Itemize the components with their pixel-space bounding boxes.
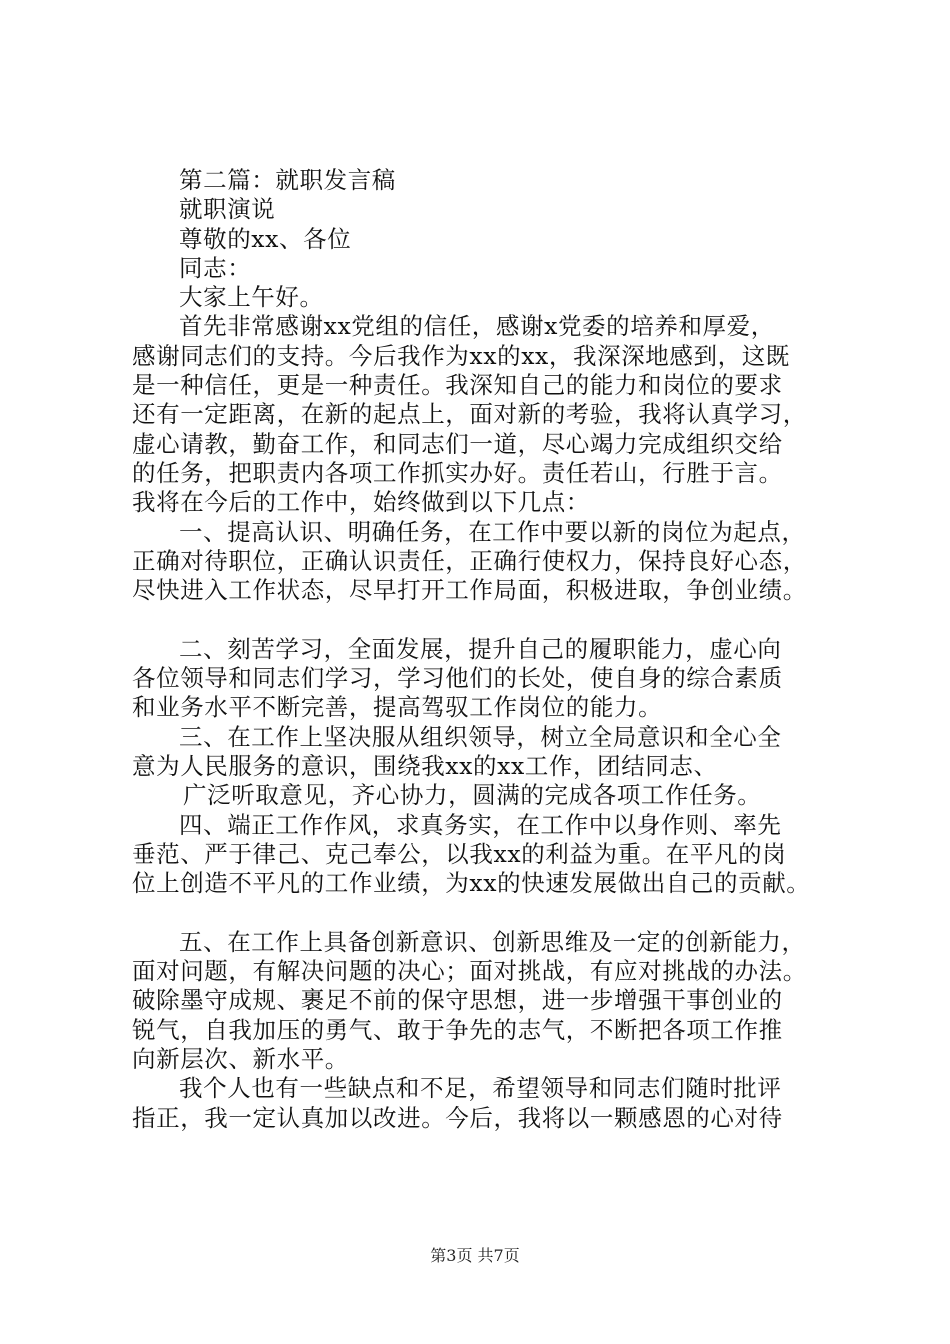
paragraph-line: 和业务水平不断完善，提高驾驭工作岗位的能力。	[132, 693, 663, 722]
paragraph-line: 各位领导和同志们学习，学习他们的长处，使自身的综合素质	[132, 664, 783, 693]
paragraph-line: 向新层次、新水平。	[132, 1044, 349, 1073]
paragraph-line: 二、刻苦学习，全面发展，提升自己的履职能力，虚心向	[179, 634, 782, 663]
paragraph-line: 正确对待职位，正确认识责任，正确行使权力，保持良好心态，	[132, 546, 807, 575]
paragraph-line: 四、端正工作作风，求真务实，在工作中以身作则、率先	[179, 810, 782, 839]
paragraph-line: 垂范、严于律己、克己奉公，以我xx的利益为重。在平凡的岗	[132, 839, 787, 868]
paragraph-gap	[132, 898, 852, 927]
page-footer	[0, 1246, 950, 1266]
paragraph-line: 锐气，自我加压的勇气、敢于争先的志气，不断把各项工作推	[132, 1015, 783, 1044]
paragraph-line: 一、提高认识、明确任务，在工作中要以新的岗位为起点，	[179, 517, 806, 546]
paragraph-line: 虚心请教，勤奋工作，和同志们一道，尽心竭力完成组织交给	[132, 429, 783, 458]
paragraph-line: 广泛听取意见，齐心协力，圆满的完成各项工作任务。	[183, 781, 762, 810]
paragraph-line: 是一种信任，更是一种责任。我深知自己的能力和岗位的要求	[132, 371, 783, 400]
paragraph-line: 我将在今后的工作中，始终做到以下几点：	[132, 488, 590, 517]
paragraph-line: 五、在工作上具备创新意识、创新思维及一定的创新能力，	[179, 927, 806, 956]
paragraph-line: 感谢同志们的支持。今后我作为xx的xx，我深深地感到，这既	[132, 341, 790, 370]
paragraph-line: 的任务，把职责内各项工作抓实办好。责任若山，行胜于言。	[132, 458, 783, 487]
paragraph-line: 指正，我一定认真加以改进。今后，我将以一颗感恩的心对待	[132, 1103, 783, 1132]
paragraph-line: 面对问题，有解决问题的决心；面对挑战，有应对挑战的办法。	[132, 957, 807, 986]
salutation-line: 同志：	[179, 253, 252, 282]
paragraph-line: 位上创造不平凡的工作业绩，为xx的快速发展做出自己的贡献。	[132, 869, 811, 898]
paragraph-line: 破除墨守成规、裹足不前的保守思想，进一步增强干事创业的	[132, 986, 783, 1015]
paragraph-line: 首先非常感谢xx党组的信任，感谢x党委的培养和厚爱，	[179, 312, 775, 341]
paragraph-line: 还有一定距离，在新的起点上，面对新的考验，我将认真学习，	[132, 400, 807, 429]
greeting-line: 大家上午好。	[179, 283, 324, 312]
paragraph-line: 我个人也有一些缺点和不足，希望领导和同志们随时批评	[179, 1074, 782, 1103]
section-heading: 第二篇：就职发言稿	[179, 166, 396, 194]
salutation-line: 尊敬的xx、各位	[179, 224, 352, 253]
speech-title: 就职演说	[179, 195, 276, 224]
paragraph-gap	[132, 605, 852, 634]
paragraph-line: 尽快进入工作状态，尽早打开工作局面，积极进取，争创业绩。	[132, 576, 807, 605]
paragraph-line: 三、在工作上坚决服从组织领导，树立全局意识和全心全	[179, 722, 782, 751]
paragraph-line: 意为人民服务的意识，围绕我xx的xx工作，团结同志、	[132, 751, 718, 780]
page-number: 第3页 共7页	[430, 1246, 520, 1265]
document-body	[132, 166, 852, 1133]
